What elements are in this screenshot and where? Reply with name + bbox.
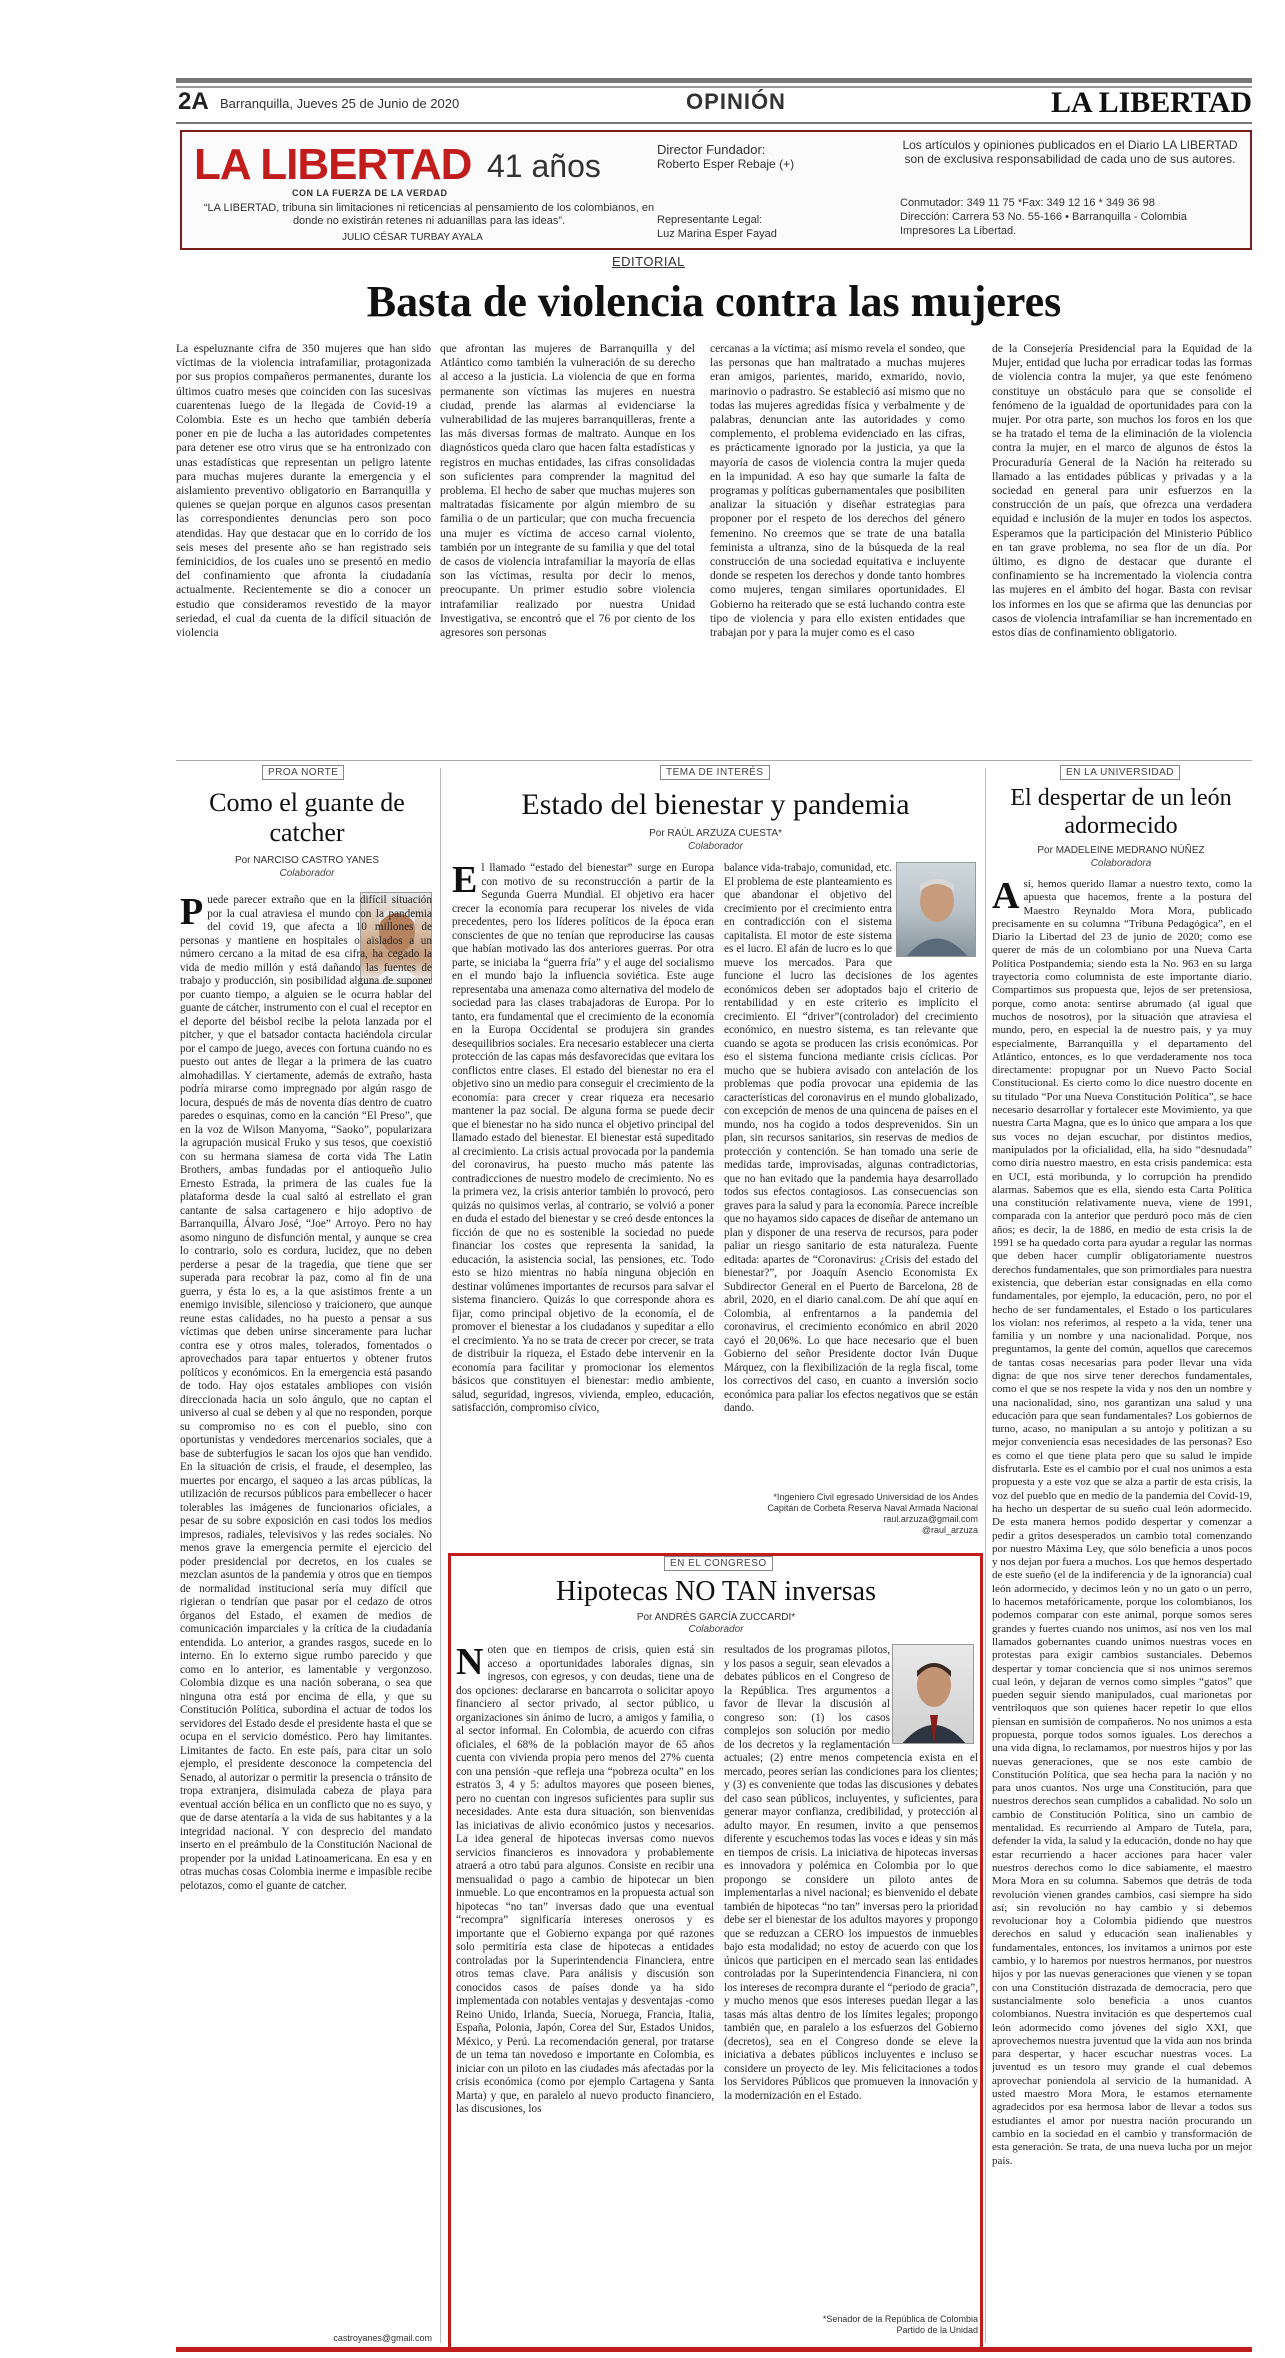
legal-rep-label: Representante Legal: [657, 214, 763, 226]
article-center-role: Colaborador [687, 841, 744, 852]
article-center-footnote [724, 1492, 978, 1536]
tema-interes-label: TEMA DE INTERÉS [660, 765, 770, 780]
responsibility-note: Los artículos y opiniones publicados en el Diario LA LIBERTAD son de exclusiva responsabilidad de cada uno de sus autores. [902, 138, 1238, 166]
director-name: Roberto Esper Rebaje (+) [657, 157, 795, 171]
contact-address: Dirección: Carrera 53 No. 55-166 • Barranquilla - Colombia [900, 211, 1187, 223]
article-left-body [180, 894, 432, 2334]
contact-printer: Impresores La Libertad. [900, 225, 1017, 237]
editorial-column-2: que afrontan las mujeres de Barranquilla y del Atlántico como también la vulneración de su derecho al acceso a la justicia. La violencia de que en forma permanente son víctimas las mujeres en nuestra ciudad, prende las alarmas al evidenciarse la vulnerabilidad de las mujeres barranquilleras, frente a las más diversas formas de maltrato. Aunque en los diagnósticos queda claro que hacen falta estadísticas y registros en muchas entidades, las cifras consolidadas son suficientes para comprender la magnitud del problema. El hecho de saber que muchas mujeres son maltratadas físicamente por algún miembro de su familia o de un particular; que con mucha frecuencia una mujer es víctima de acceso carnal violento, también por un integrante de su familia y que del total de casos de violencia intrafamiliar la mayoría de ellas son las víctimas, resulta por decir lo menos, preocupante. Un primer estudio sobre violencia intrafamiliar realizado por nuestra Unidad Investigativa, se encontró que el 76 por ciento de los agresores son personas [440, 342, 695, 640]
article-right-byline: Por MADELEINE MEDRANO NÚÑEZ [1037, 845, 1205, 856]
article-center-byline: Por RAÚL ARZUZA CUESTA* [649, 828, 782, 839]
footnote-line-2: Partido de la Unidad [896, 2325, 978, 2335]
article-left-title: Como el guante de catcher [209, 788, 405, 847]
footnote-line-2: Capitán de Corbeta Reserva Naval Armada Nacional [767, 1503, 978, 1513]
en-el-congreso-label: EN EL CONGRESO [664, 1556, 773, 1571]
paper-name: LA LIBERTAD [1051, 86, 1252, 119]
article-congress-col2 [724, 1644, 978, 2304]
article-congress-dropcap: N [456, 1644, 484, 1683]
article-left-dropcap: P [180, 894, 204, 933]
article-congress-role: Colaborador [688, 1624, 744, 1635]
bottom-rule [176, 2347, 1252, 2352]
article-congress-byline: Por ANDRÉS GARCÍA ZUCCARDI* [636, 1612, 796, 1623]
proa-norte-label: PROA NORTE [262, 765, 344, 780]
section-title: OPINIÓN [686, 89, 786, 114]
article-right-role: Colaboradora [1090, 858, 1152, 869]
article-right-body [992, 878, 1252, 2338]
photo-spacer [890, 1644, 978, 1748]
footnote-line-1: *Ingeniero Civil egresado Universidad de los Andes [773, 1492, 978, 1502]
section-divider [176, 760, 1252, 761]
column-rule [440, 768, 441, 2343]
top-rule [176, 78, 1252, 83]
article-congress-title: Hipotecas NO TAN inversas [556, 1576, 876, 1607]
article-center-col2 [724, 862, 978, 1472]
article-right-title: El despertar de un león adormecido [1010, 785, 1232, 839]
editorial-column-4: de la Consejería Presidencial para la Equidad de la Mujer, entidad que lucha por erradicar todas las formas de violencia contra la mujer, ya que este fenómeno constituye un obstáculo para que se consolide el fenómeno de la igualdad de oportunidades para con la mujer. Por otra parte, son muchos los foros en los que se ha tratado el tema de la eliminación de la violencia contra la mujer, en el marco de algunos de éstos la Procuraduría General de la Nación ha reiterado su llamado a las entidades públicas y privadas y a la sociedad en general para unir esfuerzos en la construcción de un país, que ofrezca una verdadera equidad e inclusión de la mujer en todos los aspectos. Esperamos que la participación del Ministerio Público en tan grave problema, no sea flor de un día. Por último, es digno de destacar que durante el confinamiento se ha incrementado la violencia contra las mujeres en el ámbito del hogar. Basta con revisar los informes en los que se afirma que las denuncias por casos de violencia intrafamiliar se han incrementado en estos días de confinamiento obligatorio. [992, 342, 1252, 640]
article-congress-col2-text: resultados de los programas pilotos, y los pasos a seguir, sean elevados a debates públicos en el Congreso de la República. Tres argumentos a favor de llevar la discusión al congreso son: (1) los casos complejos son solución por medio de los decretos y la reglamentación actuales; (2) entre menos competencia exista en el mercado, peores serían las condiciones para los clientes; y (3) es conveniente que todas las discusiones y debates del caso sean públicos, incluyentes, y suficientes, para generar mayor confianza, credibilidad, y protección al adulto mayor. En resumen, invito a que pensemos diferente y escuchemos todas las voces e ideas y sin más en tiempos de crisis. La iniciativa de hipotecas inversas es innovadora y polémica en Colombia por lo que propongo se considere un piloto antes de implementarlas a nivel nacional; es bienvenido el debate también de hipotecas “no tan” inversas pero la prioridad debe ser el bienestar de los adultos mayores y propongo que se reduzcan a CERO los impuestos de inmuebles bajo esta modalidad; no estoy de acuerdo con que los únicos que participen en el mercado sean las entidades controladas por la Superintendencia Financiera, ni con los intereses de recompra durante el “periodo de gracia”, y mucho menos que esos intereses puedan llegar a las tasas más altas dentro de los límites legales; propongo también que, en paralelo a los esfuerzos del Gobierno (decretos), sea en el Congreso donde se eleve la iniciativa a debates públicos incluyentes e incluso se considere un proyecto de ley. Mis felicitaciones a todos los Servidores Públicos que promueven la innovación y la modernización en el Estado. [724, 1644, 978, 2102]
contact-info [900, 196, 1187, 238]
article-center-col1 [452, 862, 714, 1534]
article-left-email: castroyanes@gmail.com [333, 2333, 432, 2343]
article-left-text: uede parecer extraño que en la difícil situación por la cual atraviesa el mundo con la pandemia del covid 19, que afecta a 10 millones de personas y mantiene en hospitales o aislados a un número cercano a la mitad de esa cifra, ha cegado la vida de medio millón y está dañando las fuentes de trabajo y producción, sin posibilidad alguna de suponer por cuanto tiempo, a alguien se le ocurra hablar del guante de cátcher, instrumento con el cual el receptor en el deporte del béisbol recibe la pelota lanzada por el pitcher, y que el batsador contacta haciéndola circular por el campo de juego, aveces con fortuna cuando no es puesto out antes de llegar a la primera de las cuatro almohadillas. Y ciertamente, además de extraño, hasta podría mirarse como impregnado por algún rasgo de locura, después de más de noventa días dentro de cuatro paredes o esquinas, como en la canción “El Preso”, que en la voz de Wilson Manyoma, “Saoko”, popularizara la agrupación musical Fruko y sus tesos, que coexistió con su hermana siamesa de corta vida The Latin Brothers, ambas fundadas por el antioqueño Julio Ernesto Estrada, la primera de las cuales fue la plataforma desde la cual saltó al estrellato el gran cantante de salsa cartagenero e hijo adoptivo de Barranquilla, Álvaro José, “Joe” Arroyo. Pero no hay asomo ninguno de disfunción mental, y aunque se crea lo contrario, solo es cordura, lucidez, que no deben perderse a pesar de la tragedia, que tiene que ser superada para recobrar la paz, como al fin de una guerra, y ésta lo es, a la que asistimos frente a un enemigo invisible, silencioso y traicionero, que aunque reune estas calidades, no ha puesto a pensar a sus víctimas que deben unirse sinceramente para luchar contra ese y otros males, tolerados, fomentados o aprovechados para tapar entuertos y obtener frutos políticos y económicos. En la emergencia está pasando de todo. Hay ojos estatales ambliopes con visión direccionada hacia un solo ángulo, que no captan el universo al cual se deben y al que no responden, porque su compromiso no es con el pueblo, sino con oportunistas y vendedores mercenarios sociales, que a base de subterfugios le sacan los ojos que han vendido. En la situación de crisis, el fraude, el desempleo, las muertes por encargo, el saqueo a las arcas públicas, la utilización de recursos públicos para embellecer o hacer tolerables las imágenes de funcionarios oficiales, a pesar de su sobre exposición en casi todos los medios impresos, radiales, televisivos y las redes sociales. No menos grave la emergencia permite el ejercicio del poder presidencial por decretos, en los cuales se mezclan asuntos de la pandemia y otros que en tiempos de normalidad institucional sería muy difícil que rigieran o tendrían que pasar por el cedazo de otros órganos del Estado, el examen de medios de comunicación imparciales y la crítica de la ciudadanía entendida. Lo anterior, a grandes rasgos, sucede en lo interno. En lo externo sigue rumbo parecido y que como en lo anterior, es lamentable y vergonzoso. Colombia dizque es una nación soberana, o sea que ninguna otra está por encima de ella, y que su Constitución Política, subordina el actuar de todos los servidores del Estado desde el presidente hasta el que se ocupa en el servicio doméstico. Pero hay limitantes. Limitantes de facto. En este país, para citar un solo ejemplo, el presidente desconoce la competencia del Senado, al autorizar o permitir la presencia o tránsito de tropa extranjera, disimulada cabeza de playa para eventual acción bélica en un conflicto que no es suyo, y que de darse atentaría a la vida de sus habitantes y a la integridad nacional. Y con desprecio del mandato inserto en el preámbulo de la Constitución Nacional de propender por la unidad Latinoamericana. En esa y en otras muchas cosas Colombia inerme e impasible recibe pelotazos, como el guante de catcher. [180, 894, 432, 1892]
article-congress-col1 [456, 1644, 714, 2334]
page-number: 2A [178, 88, 209, 115]
photo-spacer [892, 862, 978, 962]
article-center-title: Estado del bienestar y pandemia [521, 788, 910, 821]
footnote-line-3: raul.arzuza@gmail.com [883, 1514, 978, 1524]
article-right-text: sí, hemos querido llamar a nuestro texto, como la apuesta que hacemos, frente a la postura del Maestro Reynaldo Mora Mora, publicado precisamente en su columna “Tribuna Pedagógica”, en el Diario la Libertad del 23 de junio de 2020; como ese querer de más de un colombiano por una Nueva Carta Política Postpandemia; siendo esta la No. 963 en su larga trayectoria como columnista de este importante diario. Compartimos sus propuesta que, lejos de ser pretensiosa, porque, como anota: sentirse abrumado (al igual que muchos de nosotros), por la situación que atraviesa el mundo, pero, en especial la de nuestro país, y ya muy especialmente, Barranquilla y el departamento del Atlántico, entonces, es lo que verdaderamente nos toca directamente: propugnar por un Nuevo Pacto Social Constitucional. Es cierto como lo dice nuestro docente en su titulado “Por una Nueva Constitución Política”, se hace necesario desarrollar y fortalecer este Movimiento, ya que nuestra Carta Magna, que es lo único que ampara a los que sus voces no dejan escuchar, por distintos medios, manipulados por la oficialidad, ella, ha sido “desnudada” como diría nuestro maestro, en esta crisis pandemica: esta en UCI, está moribunda, y lo corrupción ha prendido alarmas. Sabemos que es ella, siendo esta Carta Política una constitución relativamente nueva, viene de 1991, comparada con la anterior que perduró poco más de cien años; es decir, la de 1886, en medio de esta crisis la de 1991 se ha quedado corta para ayudar a regular las normas que deben hacer cumplir obligatoriamente nuestros derechos fundamentales, que son primordiales para nuestra existencia, que deberían estar consignadas en ella como fundamentales, por ejemplo, la educación, pero, no por el hecho de ser fundamentales, el Estado o los particulares los violan: nos referimos, al respeto a la vida, tener una familia y un nombre y una nacionalidad. Porque, nos preguntamos, la gente del común, aquellos que carecemos de tantas cosas necesarias para poder llevar una vida digna: de que nos sirve tener derechos fundamentales, como el que se nos respete la vida y nos den un nombre y una nacionalidad, sino, nos garantizan una salud y una educación para que sean fundamentales? Los gobiernos de turno, acaso, no manipulan a su antojo y politizan a su mejor conveniencia esas necesidades de las personas? Eso es como el que tiene plata pero que su salud le impide disfrutarla. Este es el cambio por el cual nos unimos a esta propuesta y a este voz que se alza a partir de esta crisis, la voz del pueblo que en medio de la pandemia del Covid-19, ha hecho un despertar de su sueño cual león adormecido. De esta manera hemos podido despertar y comenzar a pedir a gritos desesperados un cambio total comenzando por nuestro Máxima Ley, que sólo beneficia a unos pocos y nos dejan por fuera a muchos. Los que hemos despertado de este sueño (el de la indiferencia y de la ignorancia) cual león adormecido, y decimos león y no un gato o un perro, lo hacemos metafóricamente, porque los colombianos, los podemos comparar con este animal, porque somos seres grandes y fuertes cuando nos unimos, así nos ven los mal llamados gobernantes cuando unimos nuestras voces en protestas para exigir cambios sustanciales. Debemos despertar y tomar conciencia que si nos unimos seremos cual león, y dejaran de vernos como simples “gatos” que pueden seguir siendo manipulados, cual marionetas por ventriloquos que son quienes hacer repetir lo que ellos piensan en sumisión de compañeros. No nos unimos a esta propuesta, porque todos somos iguales. Los derechos a una vida digna, lo reclamamos, por nuestros hijos y por las nuevas generaciones, que se nos este cambio de Constitución Política, que sea hecha para la nación y no para unos cuantos. Nos urge una Constitución, para que nuestros derechos sean cumplidos a cabalidad. No solo un cambio de Constitución Política, sino un cambio de mentalidad. Es recurriendo al Amparo de Tutela, para, defender la vida, la salud y la educación, donde no hay que estar recurriendo a hacer acciones para hacer valer nuestros derechos como lo dice sabiamente, el maestro Mora Mora en su columna. Sabemos que detrás de toda revolución vienen grandes cambios, casi siempre ha sido así; sin revolución no hay cambio y si debemos revolucionar hoy a Colombia pidiendo que nuestros derechos en salud y educación sean inalienables y fundamentales, entonces, los invitamos a unirnos por este cambio, y lo haremos por nuestros hermanos, por nuestros hijos y por las nuevas generaciones que vienen y se topan con una Constitución distrazada de democracia, pero que sustancialmente solo beneficia a unos cuantos colombianos. Nuestra invitación es que despertemos cual león adormecido como jóvenes del siglo XXI, que aprovechemos nuestra juventud que la vida aun nos brinda para despertar, y hacer escuchar nuestras voces. La juventud es un tesoro muy grande el cual debemos aprovechar poniendola al servicio de la humanidad. A usted maestro Mora Mora, le estamos eternamente agradecidos por esa hermosa labor de llevar a todos sus estudiantes el amor por nuestra nación procurando un cambio en la sociedad en el cambio y transformación de esta generación. Se trata, de una nueva lucha por un mejor país. [992, 878, 1252, 2167]
en-la-universidad-label: EN LA UNIVERSIDAD [1060, 765, 1180, 780]
masthead-quote: “LA LIBERTAD, tribuna sin limitaciones ni reticencias al pensamiento de los colombianos, en donde no existirán retenes ni aduanillas para las ideas”. [203, 202, 655, 227]
editorial-label: EDITORIAL [612, 254, 685, 269]
masthead-box [180, 130, 1252, 250]
article-center-col2-text: balance vida-trabajo, comunidad, etc. El problema de este planteamiento es que abandonar el objetivo del crecimiento por el crecimiento entra en contradicción con el sistema capitalista. El motor de este sistema es el lucro. El afán de lucro es lo que mueve los mercados. Para que funcione el lucro las decisiones de los agentes económicos deben ser adoptados bajo el criterio de rentabilidad y en este criterio es implícito el crecimiento. El “driver”(controlador) del crecimiento económico, en nuestro sistema, es tan relevante que cuando se agota se producen las crisis económicas. Por eso el sistema funciona mediante crisis cíclicas. Por mucho que se hubiera avisado con antelación de los problemas que podía provocar una epidemia de las características del coronavirus en el mundo globalizado, con excepción de menos de una quincena de países en el mundo, nos ha cogido a todos desprevenidos. Sin un plan, sin recursos sanitarios, sin reservas de medios de protección y contención. Se han tomado una serie de medidas tarde, improvisadas, algunas contradictorias, que no han evitado que la pandemia haya desarrollado todos sus efectos contagiosos. Las consecuencias son graves para la salud y para la economía. Parece increíble que no hayamos sido capaces de diseñar de antemano un plan y disponer de una reserva de recursos, para poder paliar un riesgo sanitario de esta naturaleza. Fuente editada: apartes de “Coronavirus: ¿Crisis del estado del bienestar?”, por Joaquín Asencio Economista Ex Subdirector General en el Puerto de Barcelona, 28 de abril, 2020, en el diario canal.com. De ahí que aquí en Colombia, al enfrentarnos a la pandemia del coronavirus, el crecimiento económico en abril 2020 cayó el 20,06%. Lo que hace necesario que el buen Gobierno del señor Presidente doctor Iván Duque Márquez, con la flexibilización de la regla fiscal, tome los correctivos del caso, en cuanto a inversión socio económica para paliar los efectos negativos que se están dando. [724, 862, 978, 1414]
article-left-role: Colaborador [279, 868, 335, 879]
column-rule [985, 768, 986, 2343]
legal-rep-name: Luz Marina Esper Fayad [657, 228, 777, 240]
masthead-quote-author: JULIO CÉSAR TURBAY AYALA [342, 232, 483, 243]
editorial-column-1: La espeluznante cifra de 350 mujeres que han sido víctimas de la violencia intrafamiliar, protagonizada por sus propios compañeros permanentes, durante los últimos cuatro meses que coinciden con las sucesivas cuarentenas luego de la llegada de Covid-19 a Colombia. Este es un hecho que también debería poner en pie de lucha a las autoridades competentes para detener ese otro virus que se ha entronizado con unas estadísticas que representan un peligro latente para muchas mujeres durante la emergencia y el aislamiento preventivo obligatorio en Barranquilla y quienes se quejan porque en algunos casos presentan las correspondientes denuncias pero son poco atendidas. Hay que destacar que en lo corrido de los seis meses del presente año se han registrado seis feminicidios, de los cuales uno se presentó en medio del confinamiento que afronta la ciudadanía actualmente. Recientemente se dio a conocer un estudio que consideramos revestido de la mayor seriedad, el cual da cuenta de la difícil situación de violencia [176, 342, 431, 640]
header-rule [176, 122, 1252, 124]
article-center-col1-text: l llamado “estado del bienestar” surge en Europa con motivo de su reconstrucción a partir de la Segunda Guerra Mundial. El objetivo era hacer crecer la economía para recuperar los niveles de vida precedentes, pero los líderes políticos de la época eran conscientes de que no tenían que reproducirse las causas que habían motivado las dos anteriores guerras. Por otra parte, se iniciaba la “guerra fría” y el auge del socialismo en el mundo bajo la influencia soviética. Este auge representaba una amenaza como alternativa del modelo de sociedad para las clases trabajadoras de Europa. Por lo tanto, era fundamental que el crecimiento de la economía en la Europa Occidental se produjera sin grandes desequilibrios sociales. Era necesario establecer una cierta protección de las capas más desfavorecidas que evitara los conflictos entre clases. El estado del bienestar no era el objetivo sino un medio para conseguir el crecimiento de la economía: para crecer y crear riqueza era necesario mantener la paz social. De alguna forma se puede decir que el bienestar no ha sido nunca el objetivo principal del llamado estado del bienestar. El bienestar está supeditado al crecimiento. La crisis actual provocada por la pandemia del coronavirus, ha puesto mucho más patente las contradicciones de nuestro modelo de crecimiento. No es la primera vez, la crisis anterior también lo provocó, pero quizás no quisimos verlas, al contrario, se volvió a poner en duda el estado del bienestar y se creó desde entonces la ficción de que no es sostenible la sociedad no puede financiar los costes que representa la sanidad, la educación, la asistencia social, las pensiones, etc. Todo esto se hizo mientras no había ninguna objeción en destinar volúmenes importantes de recursos para salvar el sistema financiero. Quizás lo que corresponde ahora es fijar, como principal objetivo de la economía, el de promover el bienestar a los ciudadanos y supeditar a ello el crecimiento. Ya no se trata de crecer por crecer, se trata de distribuir la riqueza, el Estado debe intervenir en la economía para facilitar y promocionar los elementos básicos que constituyen el bienestar: medio ambiente, salud, seguridad, ingresos, vivienda, empleo, educación, satisfacción, compromiso cívico, [452, 862, 714, 1414]
page-header [176, 86, 1252, 120]
masthead-years: 41 años [487, 148, 601, 184]
article-congress-col1-text: oten que en tiempos de crisis, quien está sin acceso a oportunidades laborales dignas, sin ingresos, con egresos, y con deudas, tiene una de dos opciones: declararse en bancarrota o solicitar apoyo financiero al sector privado, al sector público, u organizaciones sin ánimo de lucro, a amigos y familia, o al sector informal. En Colombia, de acuerdo con cifras oficiales, el 68% de la población mayor de 65 años cuenta con vivienda propia pero menos del 27% cuenta con una pensión -que refleja una “pobreza oculta” en los estratos 3, 4 y 5: adultos mayores que poseen bienes, pero no cuentan con ingresos suficientes para suplir sus necesidades. Ante esta dura situación, son bienvenidas las iniciativas de alivio económico justos y necesarios. La idea general de hipotecas inversas como nuevos servicios financieros es innovadora y probablemente atraerá a otro tabú para algunos. Consiste en recibir una mensualidad o pago a cambio de hipotecar un bien inmueble. Lo que encontramos en la propuesta actual son hipotecas “no tan” inversas dado que una eventual “recompra” significaría intereses onerosos y es importante que el Gobierno expanga por qué razones solo permitiría esta clase de hipotecas a entidades controladas por la Superintendencia Financiera, entre otros temas clave. Para análisis y discusión son conocidos casos de países donde ya ha sido implementada con notables ventajas y desventajas -como Reino Unido, Irlanda, Suecia, Noruega, Francia, Italia, España, Polonia, Japón, Corea del Sur, Estados Unidos, México, y Perú. La recomendación general, por tratarse de un tema tan novedoso e importante en Colombia, es iniciar con un piloto en las ciudades más afectadas por la crisis económica (como por ejemplo Cartagena y Santa Marta) y que, en paralelo al nuevo producto financiero, las discusiones, los [456, 1644, 714, 2115]
contact-phone: Conmutador: 349 11 75 *Fax: 349 12 16 * 349 36 98 [900, 197, 1155, 209]
footnote-line-1: *Senador de la República de Colombia [822, 2314, 978, 2324]
masthead-slogan: CON LA FUERZA DE LA VERDAD [292, 188, 448, 198]
footnote-line-4: @raul_arzuza [921, 1525, 978, 1535]
issue-date: Barranquilla, Jueves 25 de Junio de 2020 [220, 96, 460, 111]
editorial-title: Basta de violencia contra las mujeres [366, 277, 1062, 326]
article-congress-footnote [724, 2314, 978, 2336]
masthead-logo: LA LIBERTAD [194, 140, 472, 189]
director-label: Director Fundador: [657, 142, 766, 157]
article-right-dropcap: A [992, 878, 1020, 917]
article-center-dropcap: E [452, 862, 478, 901]
article-left-byline: Por NARCISO CASTRO YANES [234, 855, 380, 866]
editorial-column-3: cercanas a la víctima; así mismo revela el sondeo, que las personas que han maltratado a muchas mujeres eran amigos, parientes, marido, exmarido, novio, marinovio o padrastro. Se estableció así mismo que no todas las mujeres agredidas física y verbalmente y de palabras, denuncian ante las autoridades y como complemento, el problema evidenciado en las cifras, es prácticamente ignorado por la justicia, ya que la mayoría de casos de violencia contra la mujer queda en la impunidad. A eso hay que sumarle la falta de programas y políticas gubernamentales que posibiliten analizar la situación y diseñar estrategias para proponer por el respeto de los derechos del género femenino. No creemos que se trate de una batalla feminista a ultranza, sino de la búsqueda de la real construcción de una sociedad equitativa e incluyente donde se respeten los derechos y donde tanto hombres como mujeres, tengan similares oportunidades. El Gobierno ha reiterado que se está luchando contra este tipo de violencia y para ello existen entidades que trabajan por y para la mujer como es el caso [710, 342, 965, 640]
